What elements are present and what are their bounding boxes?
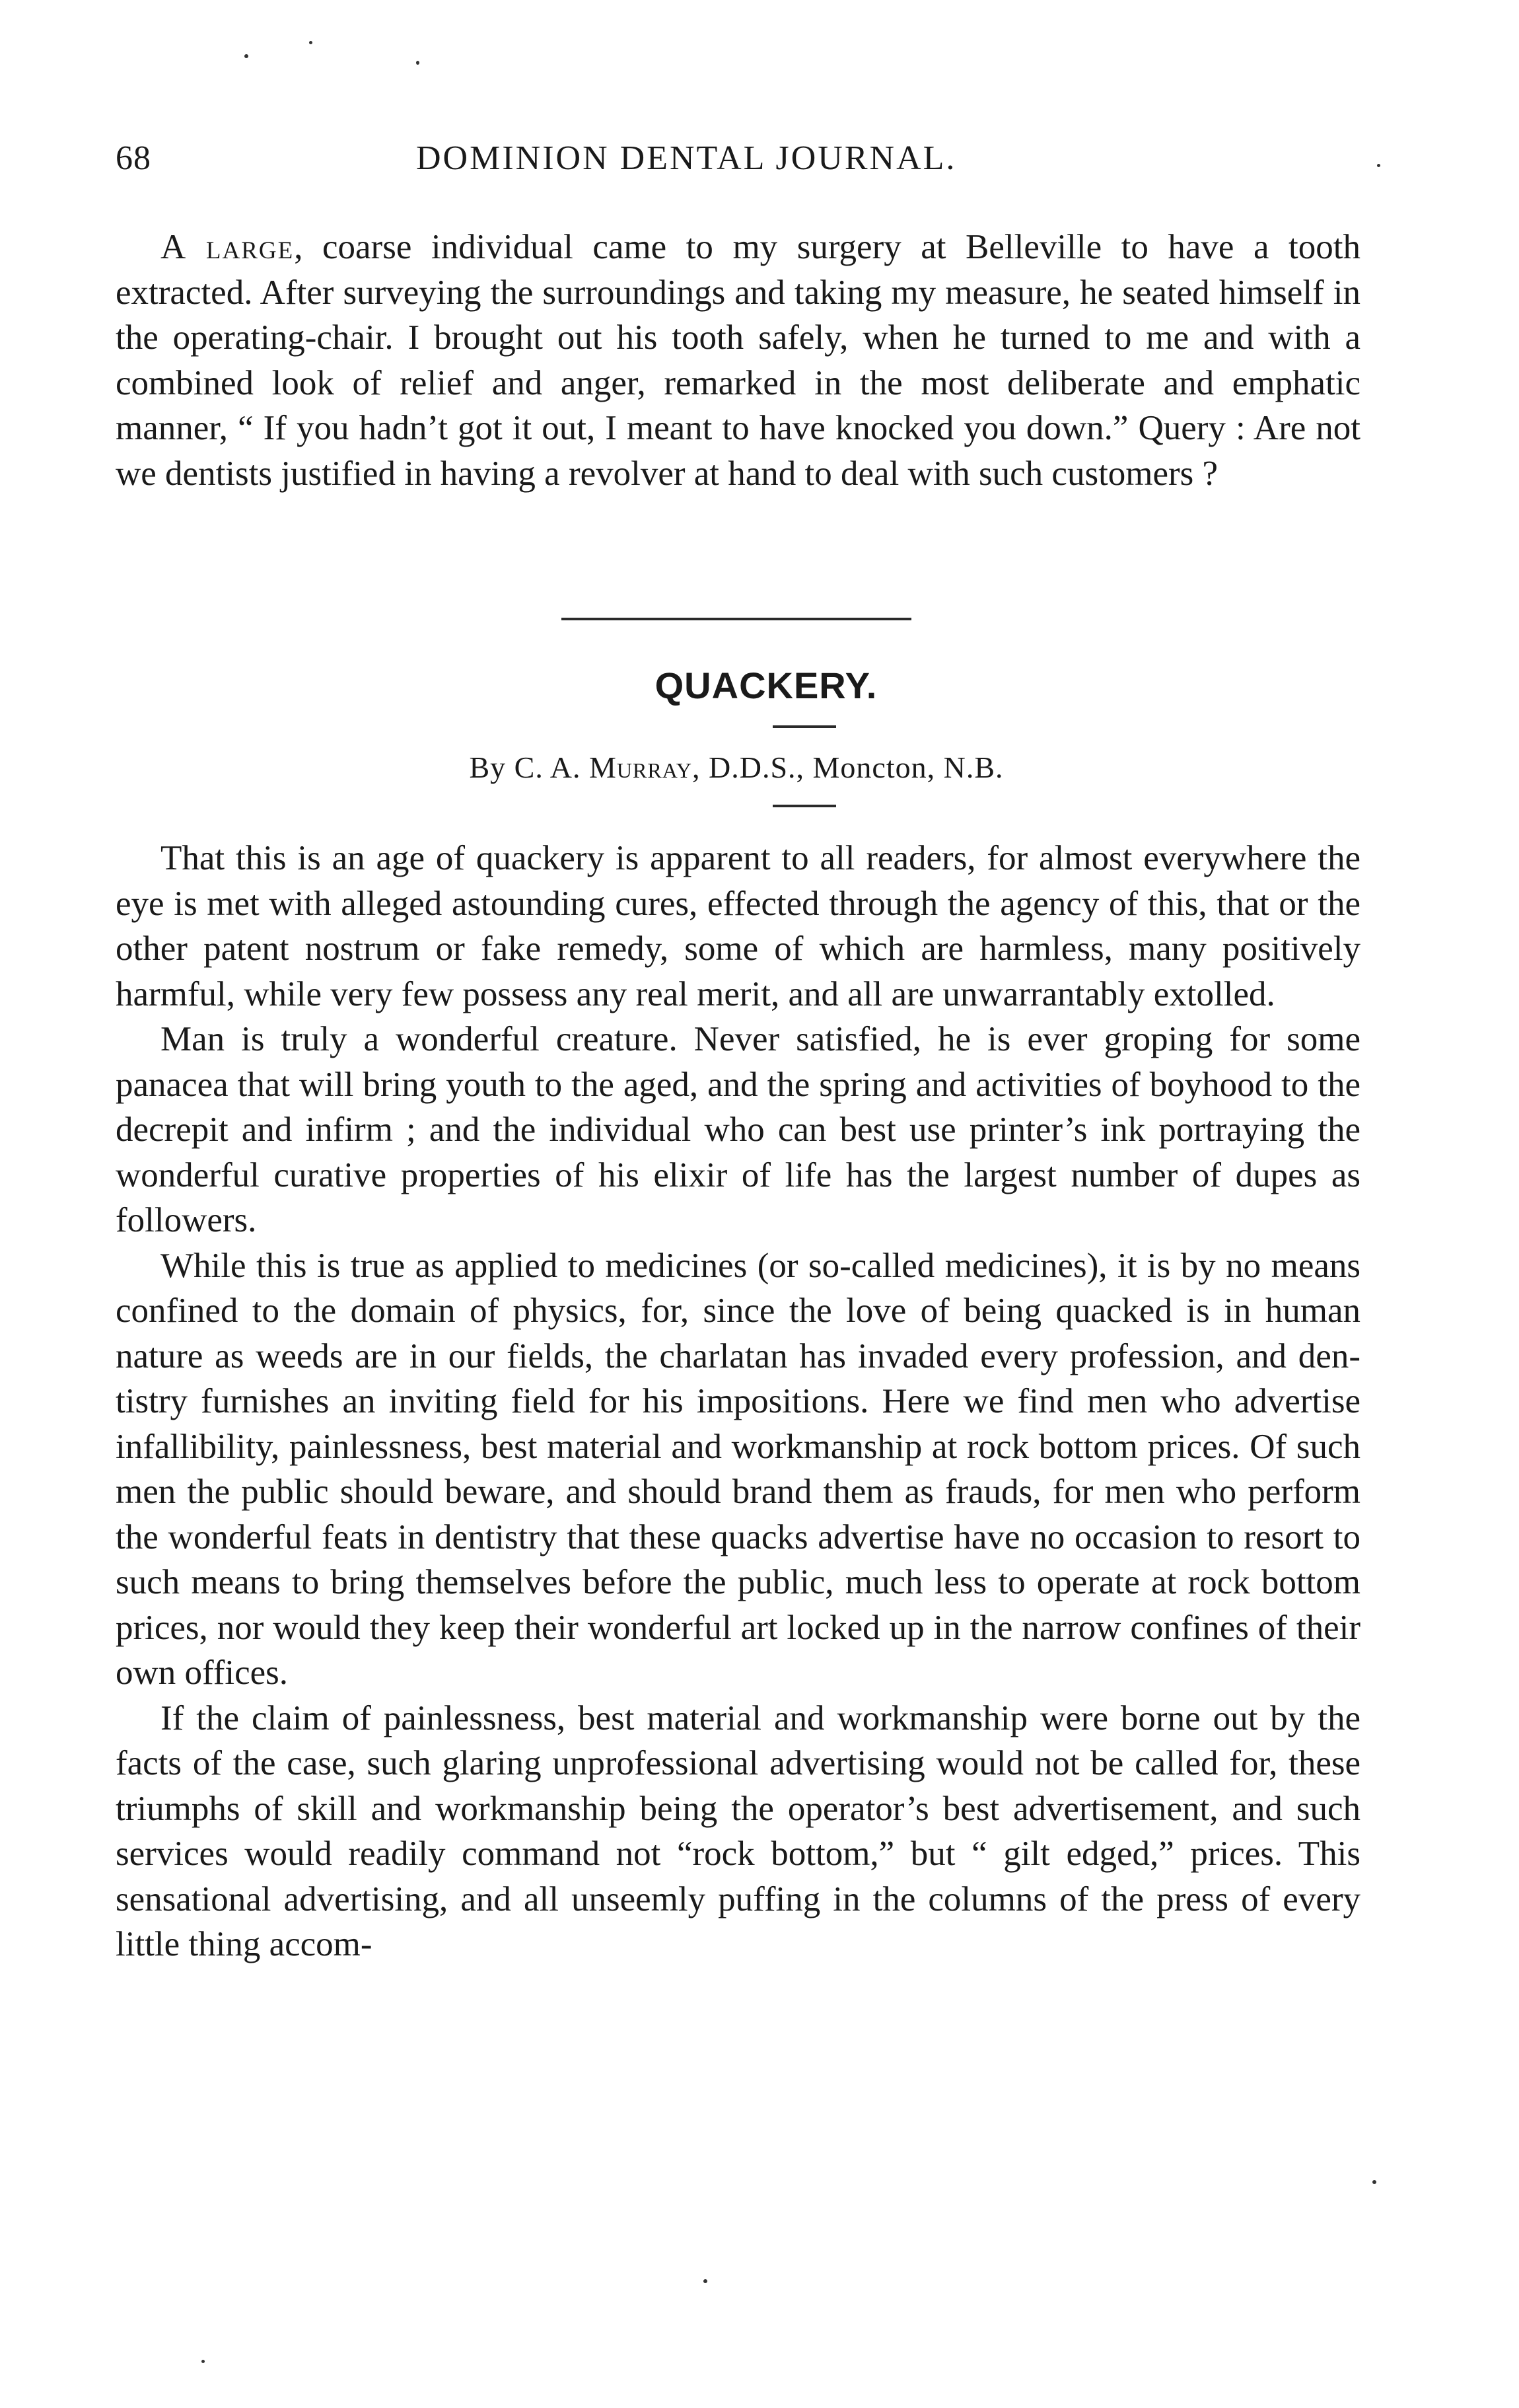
- intro-section: [116, 225, 1360, 496]
- print-speck: [309, 41, 312, 44]
- running-head: [116, 139, 1360, 185]
- article-paragraph: That this is an age of quackery is apparent to all readers, for almost everywhere the eye is met with alleged astounding cures, effected through the agency of this, that or the other patent nostrum or fake remedy, some of which are harmless, many positively harmful, while very few possess any real merit, and all are unwarrantably extolled.: [116, 839, 1360, 1013]
- print-speck: [416, 61, 419, 65]
- print-speck: [1372, 2180, 1376, 2184]
- byline-rule: [773, 805, 836, 807]
- byline-author: Murray,: [589, 750, 701, 784]
- print-speck: [244, 54, 248, 58]
- byline-prefix: By C. A.: [469, 750, 581, 784]
- article-paragraph: Man is truly a wonderful creature. Never satisfied, he is ever groping for some panacea that will bring youth to the aged, and the spring and activities of boyhood to the decrepit and infirm ; and the individual who can best use printer’s ink portraying the wonderful curative properties of his elixir of life has the largest number of dupes as followers.: [116, 1020, 1360, 1239]
- article-title: QUACKERY.: [654, 665, 878, 706]
- intro-text: , coarse individual came to my surgery at Belleville to have a tooth extracted. After surveying the surroundings and taking my measure, he seated himself in the operating-chair. I brought out his tooth safely, when he turned to me and with a combined look of relief and anger, remarked in the most deliberate and emphatic manner, “ If you hadn’t got it out, I meant to have knocked you down.” Query : Are not we dentists justified in having a revolver at hand to deal with such customers ?: [116, 228, 1360, 493]
- article-byline: [324, 750, 1149, 785]
- print-speck: [703, 2279, 707, 2283]
- page-number: 68: [116, 139, 151, 177]
- print-speck: [1377, 164, 1380, 167]
- title-rule: [773, 725, 836, 728]
- section-divider-rule: [561, 618, 911, 620]
- article-body: [116, 836, 1360, 1967]
- article-paragraph: While this is true as applied to medicines (or so-called medicines), it is by no means confined to the domain of physics, for, since the love of being quacked is in human nature as weeds are in our fields, the charlatan has invaded every profession, and dentistry furnishes an inviting field for his impositions. Here we find men who advertise infallibility, painlessness, best material and workmanship at rock bottom prices. Of such men the public should beware, and should brand them as frauds, for men who perform the wonderful feats in dentistry that these quacks advertise have no occasion to resort to such means to bring themselves before the public, much less to operate at rock bottom prices, nor would they keep their wonderful art locked up in the narrow confines of their own offices.: [116, 1246, 1360, 1692]
- intro-lead: A large: [160, 228, 295, 266]
- article-paragraph: If the claim of painlessness, best material and workmanship were borne out by the facts of the case, such glaring unprofessional advertising would not be called for, these triumphs of skill and workmanship being the operator’s best advertisement, and such services would readily command not “rock bottom,” but “ gilt edged,” prices. This sensational advertising, and all unseemly puffing in the columns of the press of every little thing accom-: [116, 1698, 1360, 1963]
- journal-title: DOMINION DENTAL JOURNAL.: [416, 139, 957, 177]
- intro-paragraph: [116, 225, 1360, 496]
- print-speck: [201, 2360, 205, 2363]
- byline-credentials: D.D.S., Moncton, N.B.: [709, 750, 1004, 784]
